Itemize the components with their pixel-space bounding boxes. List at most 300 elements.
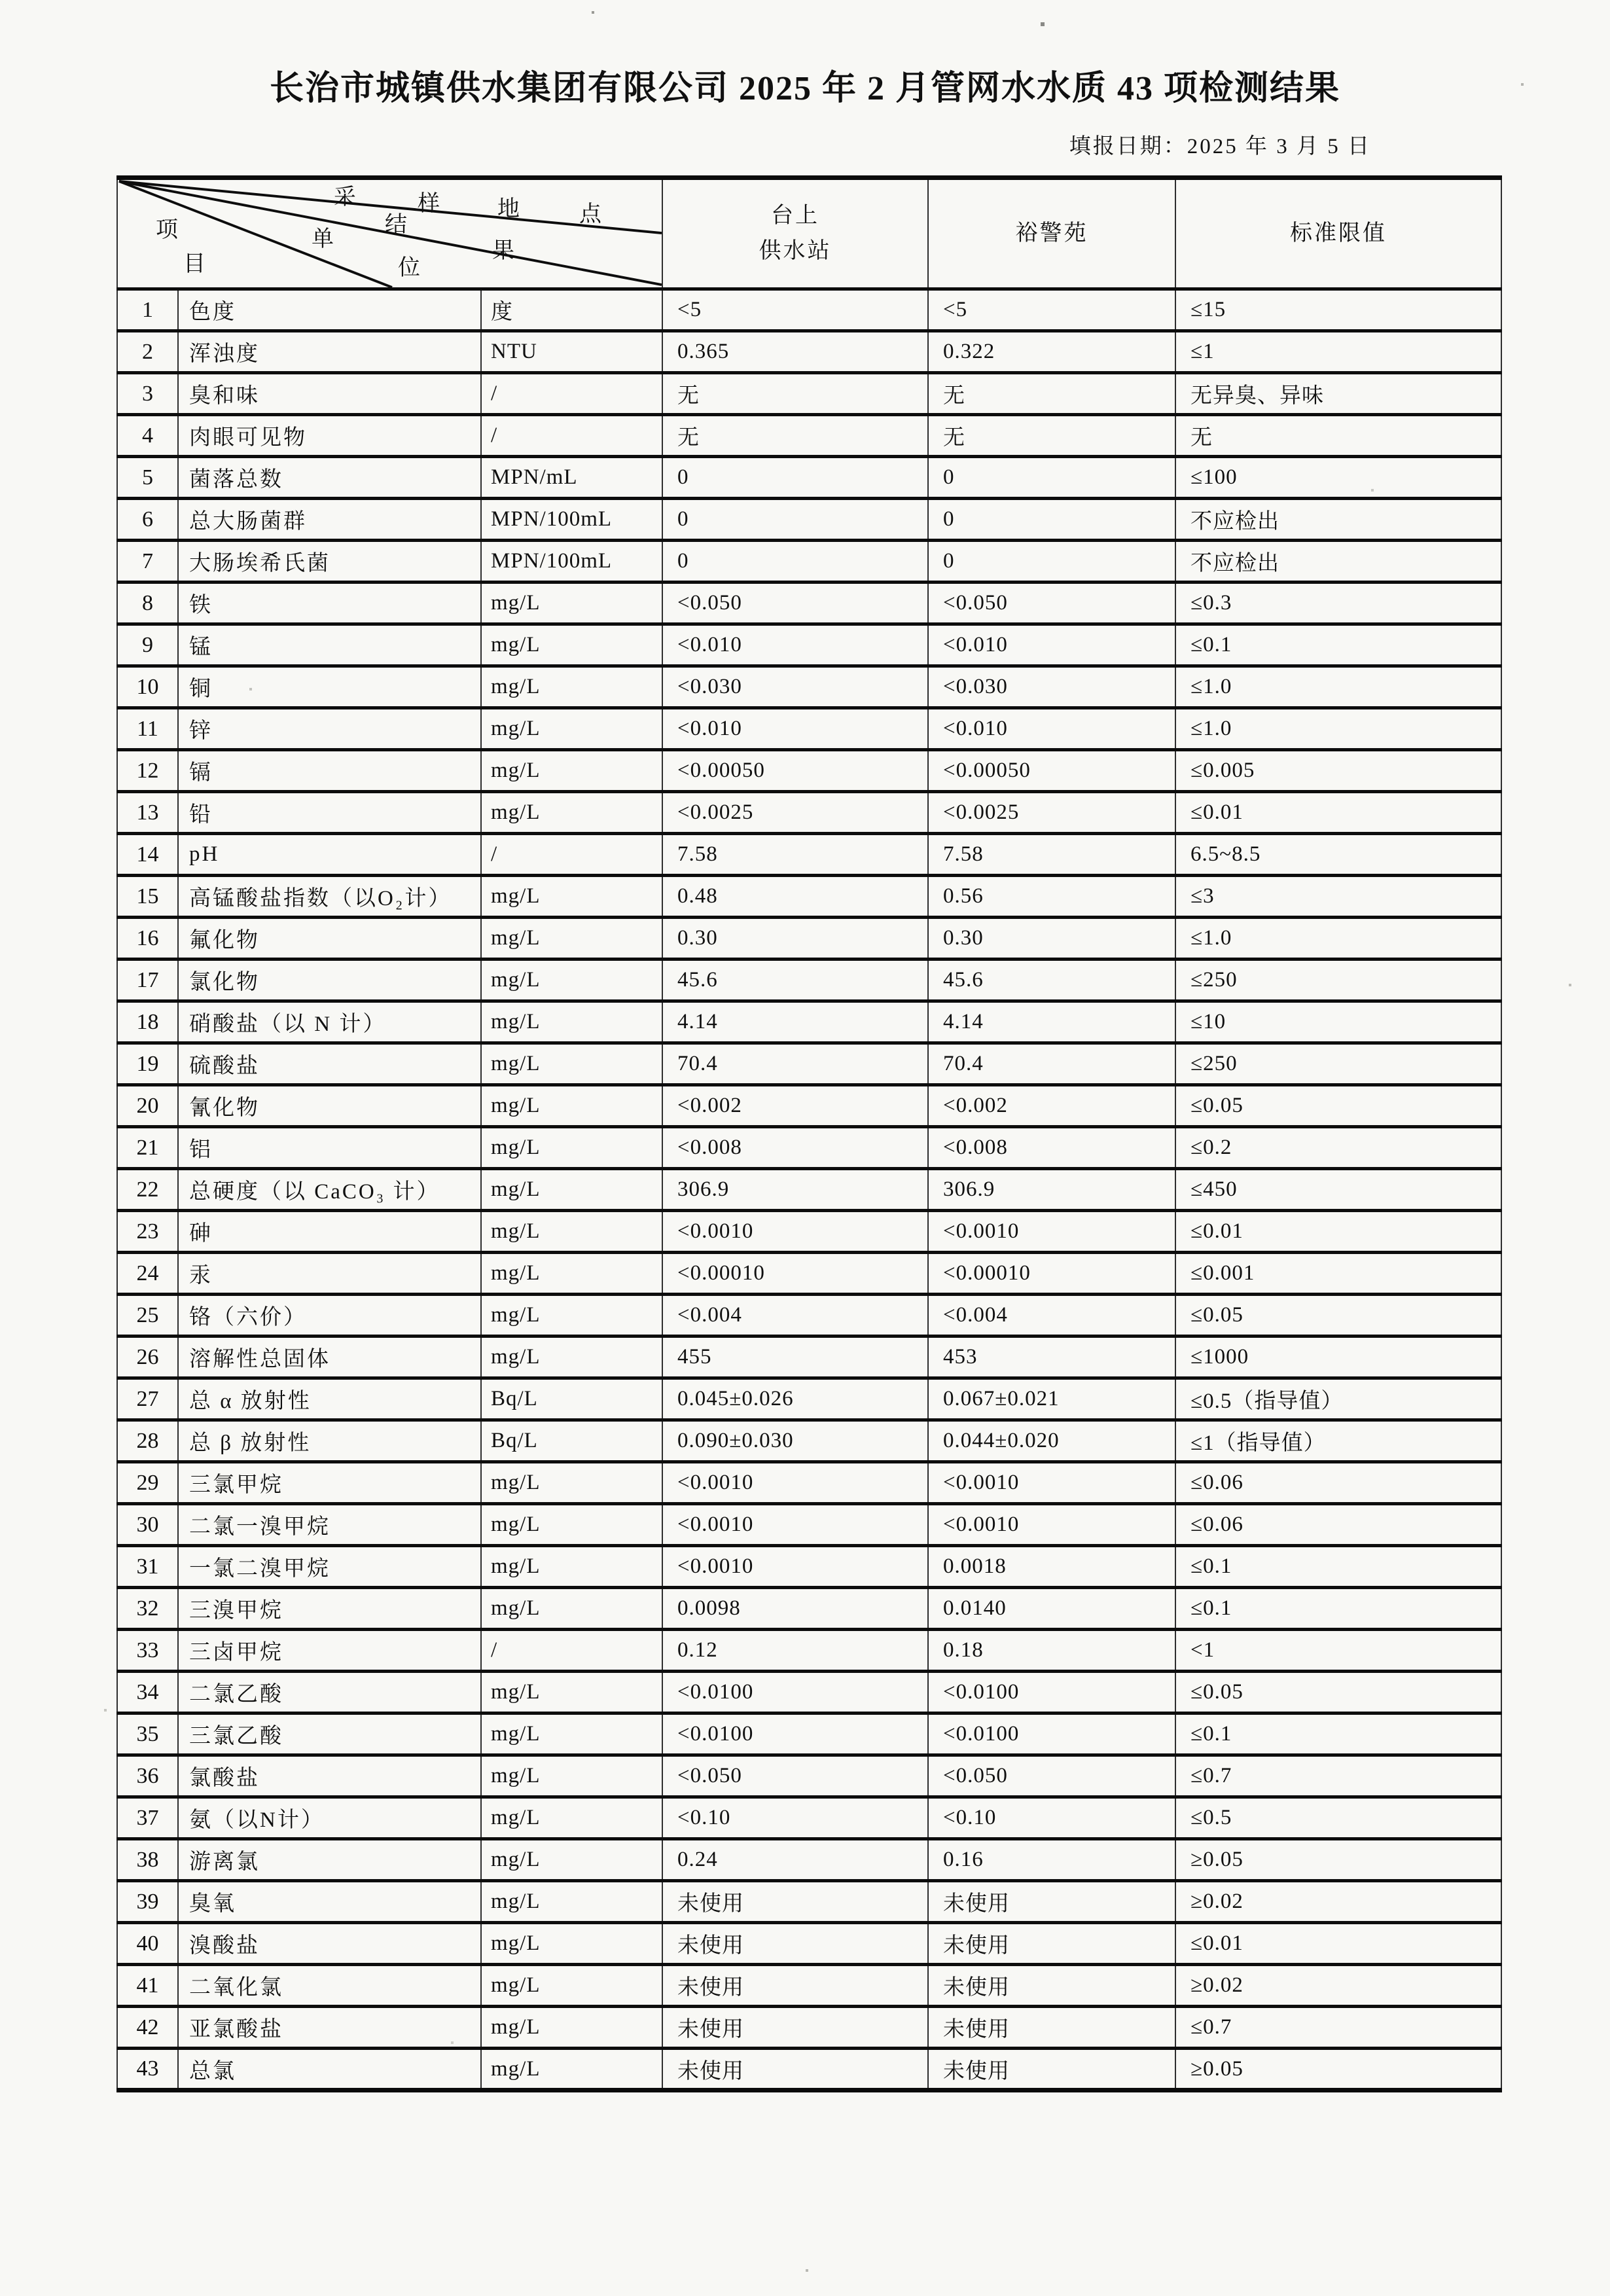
site1-value-cell: 0.090±0.030 <box>662 1420 928 1462</box>
row-number-cell: 23 <box>117 1211 178 1253</box>
site2-value-cell: <0.0100 <box>928 1672 1175 1713</box>
limit-value-cell: ≤0.001 <box>1175 1253 1501 1295</box>
unit-cell: mg/L <box>481 1169 662 1211</box>
table-row <box>117 834 1501 876</box>
table-row <box>117 1504 1501 1546</box>
row-number-cell: 1 <box>117 289 178 331</box>
unit-cell: mg/L <box>481 624 662 666</box>
limit-value-cell: ≤0.7 <box>1175 1755 1501 1797</box>
site2-value-cell: 未使用 <box>928 2007 1175 2049</box>
corner-label-item: 项 <box>156 218 178 242</box>
parameter-name-cell: 铅 <box>178 792 481 834</box>
limit-value-cell: ≤250 <box>1175 960 1501 1001</box>
site1-value-cell: <0.00010 <box>662 1253 928 1295</box>
limit-value-cell: ≤1000 <box>1175 1336 1501 1378</box>
parameter-name-cell: 臭氧 <box>178 1881 481 1923</box>
unit-cell: mg/L <box>481 583 662 624</box>
site1-value-cell: 0.045±0.026 <box>662 1378 928 1420</box>
site1-value-cell: 7.58 <box>662 834 928 876</box>
limit-value-cell: ≤0.05 <box>1175 1672 1501 1713</box>
row-number-cell: 13 <box>117 792 178 834</box>
site1-value-cell: <0.00050 <box>662 750 928 792</box>
limit-value-cell: ≥0.05 <box>1175 1839 1501 1881</box>
parameter-name-cell: 溴酸盐 <box>178 1923 481 1965</box>
site1-value-cell: 0.0098 <box>662 1588 928 1630</box>
row-number-cell: 22 <box>117 1169 178 1211</box>
site-taishang-line1: 台上 <box>771 203 820 228</box>
unit-cell: mg/L <box>481 750 662 792</box>
table-row <box>117 1839 1501 1881</box>
unit-cell: mg/L <box>481 1043 662 1085</box>
limit-value-cell: ≤100 <box>1175 457 1501 499</box>
site2-value-cell: <0.00010 <box>928 1253 1175 1295</box>
site2-value-cell: 未使用 <box>928 1881 1175 1923</box>
unit-cell: mg/L <box>481 1713 662 1755</box>
unit-cell: mg/L <box>481 1672 662 1713</box>
limit-value-cell: ≤0.06 <box>1175 1504 1501 1546</box>
limit-value-cell: 6.5~8.5 <box>1175 834 1501 876</box>
row-number-cell: 21 <box>117 1127 178 1169</box>
row-number-cell: 33 <box>117 1630 178 1672</box>
row-number-cell: 29 <box>117 1462 178 1504</box>
parameter-name-cell: 硫酸盐 <box>178 1043 481 1085</box>
unit-cell: mg/L <box>481 2049 662 2090</box>
column-header-site-yujingyuan: 裕警苑 <box>928 178 1175 289</box>
table-row <box>117 876 1501 918</box>
row-number-cell: 8 <box>117 583 178 624</box>
site2-value-cell: <0.0010 <box>928 1462 1175 1504</box>
table-row <box>117 1630 1501 1672</box>
row-number-cell: 9 <box>117 624 178 666</box>
site1-value-cell: 0 <box>662 541 928 583</box>
site1-value-cell: <0.050 <box>662 1755 928 1797</box>
limit-value-cell: ≤1.0 <box>1175 918 1501 960</box>
results-table-body <box>117 289 1501 2090</box>
site1-value-cell: 0.48 <box>662 876 928 918</box>
site1-value-cell: 未使用 <box>662 1881 928 1923</box>
site2-value-cell: 未使用 <box>928 1923 1175 1965</box>
corner-label-item: 目 <box>183 252 206 276</box>
unit-cell: mg/L <box>481 1839 662 1881</box>
table-row <box>117 1965 1501 2007</box>
unit-cell: mg/L <box>481 792 662 834</box>
parameter-name-cell: 锰 <box>178 624 481 666</box>
table-row <box>117 1295 1501 1336</box>
site2-value-cell: 0 <box>928 499 1175 541</box>
table-row <box>117 918 1501 960</box>
column-header-standard-limit: 标准限值 <box>1175 178 1501 289</box>
scan-noise-speckles <box>0 0 1 1</box>
table-row <box>117 750 1501 792</box>
parameter-name-cell: 大肠埃希氏菌 <box>178 541 481 583</box>
table-row <box>117 792 1501 834</box>
limit-value-cell: <1 <box>1175 1630 1501 1672</box>
table-row <box>117 1211 1501 1253</box>
site2-value-cell: <0.0010 <box>928 1211 1175 1253</box>
corner-label-unit: 位 <box>398 256 420 280</box>
table-row <box>117 1001 1501 1043</box>
parameter-name-cell: 三溴甲烷 <box>178 1588 481 1630</box>
corner-label-result: 果 <box>492 239 514 263</box>
parameter-name-cell: 铬（六价） <box>178 1295 481 1336</box>
site1-value-cell: 0.24 <box>662 1839 928 1881</box>
table-row <box>117 1881 1501 1923</box>
limit-value-cell: ≤0.1 <box>1175 1713 1501 1755</box>
row-number-cell: 38 <box>117 1839 178 1881</box>
table-row <box>117 1253 1501 1295</box>
table-row <box>117 624 1501 666</box>
site2-value-cell: 0 <box>928 457 1175 499</box>
parameter-name-cell: 游离氯 <box>178 1839 481 1881</box>
limit-value-cell: ≤1.0 <box>1175 708 1501 750</box>
site2-value-cell: 0.322 <box>928 331 1175 373</box>
table-row <box>117 499 1501 541</box>
site2-value-cell: 7.58 <box>928 834 1175 876</box>
unit-cell: mg/L <box>481 1085 662 1127</box>
site2-value-cell: <0.008 <box>928 1127 1175 1169</box>
site1-value-cell: <0.008 <box>662 1127 928 1169</box>
row-number-cell: 10 <box>117 666 178 708</box>
corner-label-sampling-location: 样 <box>418 192 440 216</box>
site1-value-cell: 0 <box>662 457 928 499</box>
row-number-cell: 3 <box>117 373 178 415</box>
unit-cell: 度 <box>481 289 662 331</box>
table-row <box>117 1546 1501 1588</box>
row-number-cell: 40 <box>117 1923 178 1965</box>
parameter-name-cell: pH <box>178 834 481 876</box>
site2-value-cell: 45.6 <box>928 960 1175 1001</box>
parameter-name-cell: 二氯乙酸 <box>178 1672 481 1713</box>
parameter-name-cell: 二氧化氯 <box>178 1965 481 2007</box>
table-row <box>117 1588 1501 1630</box>
limit-value-cell: ≤250 <box>1175 1043 1501 1085</box>
site1-value-cell: 0.12 <box>662 1630 928 1672</box>
site1-value-cell: <0.0010 <box>662 1504 928 1546</box>
site1-value-cell: 无 <box>662 373 928 415</box>
site1-value-cell: <0.0100 <box>662 1672 928 1713</box>
unit-cell: mg/L <box>481 1504 662 1546</box>
parameter-name-cell: 浑浊度 <box>178 331 481 373</box>
site1-value-cell: 0 <box>662 499 928 541</box>
site2-value-cell: 0.18 <box>928 1630 1175 1672</box>
limit-value-cell: ≤10 <box>1175 1001 1501 1043</box>
site2-value-cell: <5 <box>928 289 1175 331</box>
limit-value-cell: 无 <box>1175 415 1501 457</box>
table-row <box>117 1127 1501 1169</box>
parameter-name-cell: 三氯甲烷 <box>178 1462 481 1504</box>
parameter-name-cell: 氯酸盐 <box>178 1755 481 1797</box>
parameter-name-cell: 锌 <box>178 708 481 750</box>
site2-value-cell: 0.044±0.020 <box>928 1420 1175 1462</box>
limit-value-cell: ≤0.01 <box>1175 792 1501 834</box>
site1-value-cell: <0.0010 <box>662 1546 928 1588</box>
row-number-cell: 17 <box>117 960 178 1001</box>
corner-label-sampling-location: 采 <box>334 185 356 209</box>
unit-cell: mg/L <box>481 1211 662 1253</box>
parameter-name-cell: 铝 <box>178 1127 481 1169</box>
limit-value-cell: ≤0.3 <box>1175 583 1501 624</box>
table-row <box>117 1755 1501 1797</box>
row-number-cell: 2 <box>117 331 178 373</box>
row-number-cell: 20 <box>117 1085 178 1127</box>
site1-value-cell: <0.10 <box>662 1797 928 1839</box>
site1-value-cell: <0.0025 <box>662 792 928 834</box>
limit-value-cell: ≤450 <box>1175 1169 1501 1211</box>
unit-cell: mg/L <box>481 1588 662 1630</box>
parameter-name-cell: 汞 <box>178 1253 481 1295</box>
site1-value-cell: 0.365 <box>662 331 928 373</box>
unit-cell: mg/L <box>481 1127 662 1169</box>
limit-value-cell: ≤0.01 <box>1175 1923 1501 1965</box>
site1-value-cell: <0.0010 <box>662 1211 928 1253</box>
unit-cell: mg/L <box>481 1881 662 1923</box>
table-row <box>117 1085 1501 1127</box>
site1-value-cell: <0.030 <box>662 666 928 708</box>
parameter-name-cell: 高锰酸盐指数（以O₂计） <box>178 876 481 918</box>
site2-value-cell: <0.010 <box>928 708 1175 750</box>
site2-value-cell: 0.16 <box>928 1839 1175 1881</box>
unit-cell: mg/L <box>481 1253 662 1295</box>
limit-value-cell: ≤3 <box>1175 876 1501 918</box>
parameter-name-cell: 氟化物 <box>178 918 481 960</box>
corner-header-cell <box>117 178 662 289</box>
table-row <box>117 415 1501 457</box>
unit-cell: mg/L <box>481 666 662 708</box>
limit-value-cell: ≤0.05 <box>1175 1085 1501 1127</box>
site1-value-cell: <0.010 <box>662 708 928 750</box>
parameter-name-cell: 肉眼可见物 <box>178 415 481 457</box>
limit-value-cell: ≤0.7 <box>1175 2007 1501 2049</box>
limit-value-cell: ≤0.1 <box>1175 624 1501 666</box>
table-row <box>117 960 1501 1001</box>
unit-cell: mg/L <box>481 918 662 960</box>
corner-label-result: 结 <box>385 213 407 237</box>
row-number-cell: 12 <box>117 750 178 792</box>
site1-value-cell: 未使用 <box>662 2007 928 2049</box>
limit-value-cell: ≥0.02 <box>1175 1881 1501 1923</box>
table-row <box>117 331 1501 373</box>
row-number-cell: 42 <box>117 2007 178 2049</box>
table-row <box>117 583 1501 624</box>
row-number-cell: 27 <box>117 1378 178 1420</box>
row-number-cell: 26 <box>117 1336 178 1378</box>
site2-value-cell: <0.10 <box>928 1797 1175 1839</box>
table-row <box>117 1797 1501 1839</box>
parameter-name-cell: 溶解性总固体 <box>178 1336 481 1378</box>
table-header-row <box>117 178 1501 289</box>
row-number-cell: 37 <box>117 1797 178 1839</box>
site2-value-cell: <0.010 <box>928 624 1175 666</box>
row-number-cell: 35 <box>117 1713 178 1755</box>
unit-cell: MPN/mL <box>481 457 662 499</box>
site1-value-cell: 4.14 <box>662 1001 928 1043</box>
unit-cell: / <box>481 834 662 876</box>
limit-value-cell: ≤1 <box>1175 331 1501 373</box>
limit-value-cell: ≤0.01 <box>1175 1211 1501 1253</box>
parameter-name-cell: 氰化物 <box>178 1085 481 1127</box>
site2-value-cell: 未使用 <box>928 1965 1175 2007</box>
limit-value-cell: ≥0.02 <box>1175 1965 1501 2007</box>
unit-cell: mg/L <box>481 1923 662 1965</box>
parameter-name-cell: 臭和味 <box>178 373 481 415</box>
table-row <box>117 2007 1501 2049</box>
table-row <box>117 1336 1501 1378</box>
limit-value-cell: ≥0.05 <box>1175 2049 1501 2090</box>
site1-value-cell: <0.0100 <box>662 1713 928 1755</box>
parameter-name-cell: 铁 <box>178 583 481 624</box>
unit-cell: mg/L <box>481 1295 662 1336</box>
site1-value-cell: 70.4 <box>662 1043 928 1085</box>
parameter-name-cell: 砷 <box>178 1211 481 1253</box>
row-number-cell: 25 <box>117 1295 178 1336</box>
parameter-name-cell: 氨（以N计） <box>178 1797 481 1839</box>
table-row <box>117 1713 1501 1755</box>
unit-cell: mg/L <box>481 1462 662 1504</box>
column-header-site-taishang <box>662 178 928 289</box>
row-number-cell: 11 <box>117 708 178 750</box>
unit-cell: mg/L <box>481 1755 662 1797</box>
unit-cell: NTU <box>481 331 662 373</box>
site2-value-cell: <0.0025 <box>928 792 1175 834</box>
table-row <box>117 1420 1501 1462</box>
row-number-cell: 14 <box>117 834 178 876</box>
table-row <box>117 1923 1501 1965</box>
limit-value-cell: ≤0.05 <box>1175 1295 1501 1336</box>
row-number-cell: 41 <box>117 1965 178 2007</box>
site2-value-cell: 0.56 <box>928 876 1175 918</box>
row-number-cell: 36 <box>117 1755 178 1797</box>
limit-value-cell: ≤1.0 <box>1175 666 1501 708</box>
unit-cell: Bq/L <box>481 1420 662 1462</box>
site2-value-cell: 0.0140 <box>928 1588 1175 1630</box>
table-row <box>117 666 1501 708</box>
site1-value-cell: 45.6 <box>662 960 928 1001</box>
row-number-cell: 4 <box>117 415 178 457</box>
site2-value-cell: 0.067±0.021 <box>928 1378 1175 1420</box>
site1-value-cell: <5 <box>662 289 928 331</box>
unit-cell: mg/L <box>481 708 662 750</box>
limit-value-cell: ≤0.1 <box>1175 1588 1501 1630</box>
parameter-name-cell: 总 β 放射性 <box>178 1420 481 1462</box>
table-row <box>117 708 1501 750</box>
limit-value-cell: ≤15 <box>1175 289 1501 331</box>
parameter-name-cell: 镉 <box>178 750 481 792</box>
site2-value-cell: <0.050 <box>928 1755 1175 1797</box>
report-date: 填报日期：2025 年 3 月 5 日 <box>1069 135 1371 158</box>
site2-value-cell: 306.9 <box>928 1169 1175 1211</box>
parameter-name-cell: 氯化物 <box>178 960 481 1001</box>
site1-value-cell: 未使用 <box>662 2049 928 2090</box>
unit-cell: mg/L <box>481 1336 662 1378</box>
site-taishang-line2: 供水站 <box>759 239 832 263</box>
site1-value-cell: 306.9 <box>662 1169 928 1211</box>
limit-value-cell: ≤0.5 <box>1175 1797 1501 1839</box>
table-row <box>117 1378 1501 1420</box>
limit-value-cell: ≤0.2 <box>1175 1127 1501 1169</box>
site2-value-cell: 0 <box>928 541 1175 583</box>
row-number-cell: 32 <box>117 1588 178 1630</box>
unit-cell: mg/L <box>481 1546 662 1588</box>
parameter-name-cell: 一氯二溴甲烷 <box>178 1546 481 1588</box>
unit-cell: mg/L <box>481 1001 662 1043</box>
site1-value-cell: <0.004 <box>662 1295 928 1336</box>
site1-value-cell: 455 <box>662 1336 928 1378</box>
site2-value-cell: 4.14 <box>928 1001 1175 1043</box>
table-row <box>117 457 1501 499</box>
site1-value-cell: 未使用 <box>662 1965 928 2007</box>
limit-value-cell: 无异臭、异味 <box>1175 373 1501 415</box>
limit-value-cell: ≤0.5（指导值） <box>1175 1378 1501 1420</box>
unit-cell: mg/L <box>481 1797 662 1839</box>
unit-cell: mg/L <box>481 960 662 1001</box>
site1-value-cell: 无 <box>662 415 928 457</box>
site1-value-cell: <0.002 <box>662 1085 928 1127</box>
table-row <box>117 373 1501 415</box>
page-title: 长治市城镇供水集团有限公司 2025 年 2 月管网水水质 43 项检测结果 <box>269 70 1340 107</box>
table-row <box>117 1043 1501 1085</box>
site2-value-cell: 无 <box>928 373 1175 415</box>
parameter-name-cell: 色度 <box>178 289 481 331</box>
parameter-name-cell: 总氯 <box>178 2049 481 2090</box>
row-number-cell: 7 <box>117 541 178 583</box>
parameter-name-cell: 亚氯酸盐 <box>178 2007 481 2049</box>
row-number-cell: 43 <box>117 2049 178 2090</box>
unit-cell: mg/L <box>481 2007 662 2049</box>
row-number-cell: 24 <box>117 1253 178 1295</box>
site2-value-cell: <0.002 <box>928 1085 1175 1127</box>
row-number-cell: 18 <box>117 1001 178 1043</box>
results-table <box>116 175 1502 2092</box>
row-number-cell: 31 <box>117 1546 178 1588</box>
unit-cell: mg/L <box>481 1965 662 2007</box>
row-number-cell: 6 <box>117 499 178 541</box>
unit-cell: mg/L <box>481 876 662 918</box>
site2-value-cell: 70.4 <box>928 1043 1175 1085</box>
row-number-cell: 34 <box>117 1672 178 1713</box>
parameter-name-cell: 三卤甲烷 <box>178 1630 481 1672</box>
unit-cell: / <box>481 1630 662 1672</box>
table-row <box>117 541 1501 583</box>
site2-value-cell: <0.00050 <box>928 750 1175 792</box>
limit-value-cell: 不应检出 <box>1175 499 1501 541</box>
site2-value-cell: <0.0100 <box>928 1713 1175 1755</box>
parameter-name-cell: 总硬度（以 CaCO₃ 计） <box>178 1169 481 1211</box>
parameter-name-cell: 三氯乙酸 <box>178 1713 481 1755</box>
limit-value-cell: ≤1（指导值） <box>1175 1420 1501 1462</box>
parameter-name-cell: 硝酸盐（以 N 计） <box>178 1001 481 1043</box>
site1-value-cell: <0.010 <box>662 624 928 666</box>
parameter-name-cell: 二氯一溴甲烷 <box>178 1504 481 1546</box>
parameter-name-cell: 铜 <box>178 666 481 708</box>
limit-value-cell: ≤0.06 <box>1175 1462 1501 1504</box>
site2-value-cell: <0.0010 <box>928 1504 1175 1546</box>
site2-value-cell: <0.004 <box>928 1295 1175 1336</box>
site2-value-cell: 0.30 <box>928 918 1175 960</box>
unit-cell: MPN/100mL <box>481 499 662 541</box>
limit-value-cell: ≤0.005 <box>1175 750 1501 792</box>
row-number-cell: 30 <box>117 1504 178 1546</box>
site2-value-cell: 未使用 <box>928 2049 1175 2090</box>
row-number-cell: 19 <box>117 1043 178 1085</box>
site2-value-cell: 453 <box>928 1336 1175 1378</box>
unit-cell: Bq/L <box>481 1378 662 1420</box>
site1-value-cell: 未使用 <box>662 1923 928 1965</box>
site1-value-cell: <0.050 <box>662 583 928 624</box>
corner-label-sampling-location: 点 <box>579 202 601 226</box>
row-number-cell: 28 <box>117 1420 178 1462</box>
parameter-name-cell: 总 α 放射性 <box>178 1378 481 1420</box>
parameter-name-cell: 菌落总数 <box>178 457 481 499</box>
